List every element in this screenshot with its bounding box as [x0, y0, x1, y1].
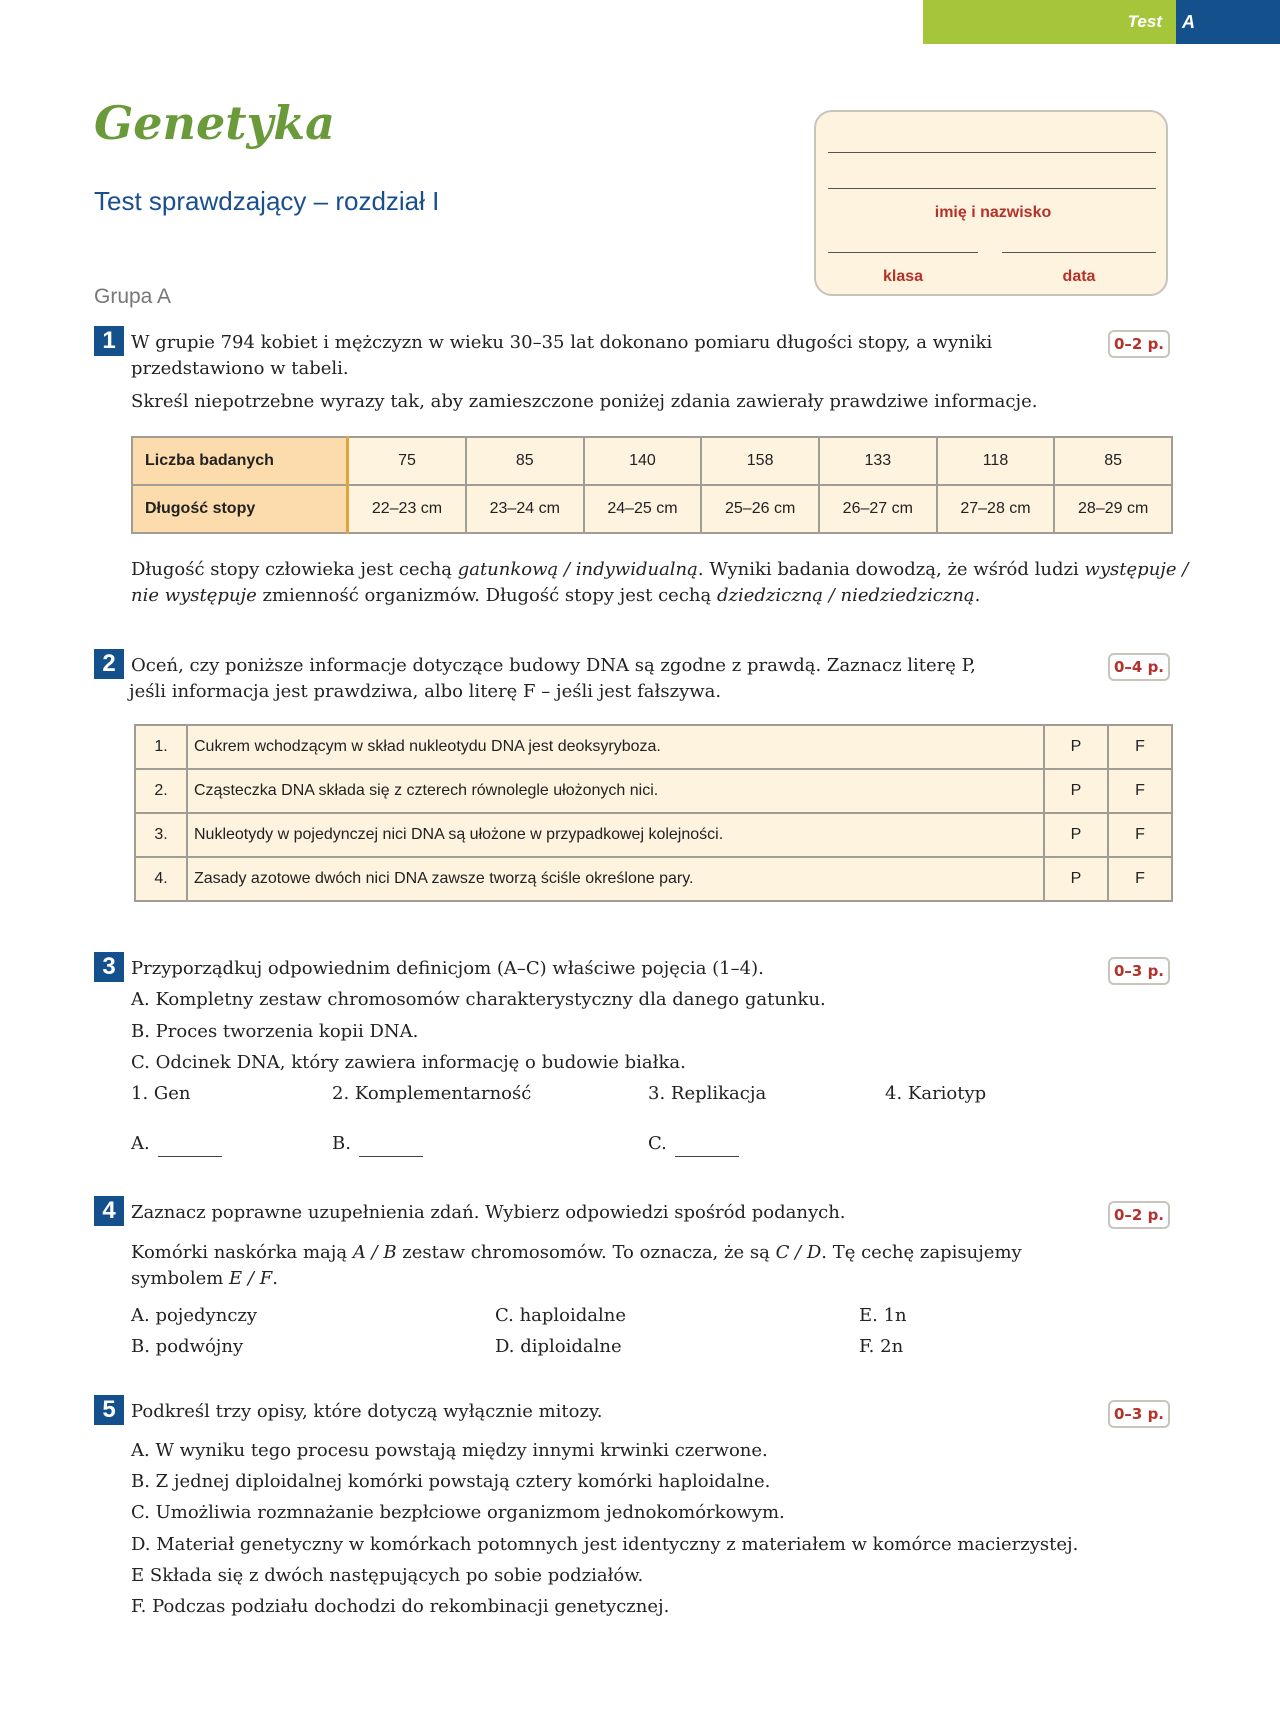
name-line-1[interactable]	[828, 152, 1156, 153]
cross-out-option[interactable]: dziedziczną / niedziedziczną	[716, 585, 975, 606]
row-number: 4.	[135, 857, 187, 901]
table-cell: 26–27 cm	[819, 485, 937, 533]
date-line[interactable]	[1002, 252, 1156, 253]
statement-option[interactable]: E Składa się z dwóch następujących po sobie podziałów.	[131, 1565, 644, 1586]
answer-blank[interactable]	[359, 1138, 423, 1157]
choice-option[interactable]: C / D	[775, 1242, 822, 1263]
false-option[interactable]: F	[1108, 857, 1172, 901]
false-option[interactable]: F	[1108, 725, 1172, 769]
table-row	[135, 813, 1172, 857]
definition: B. Proces tworzenia kopii DNA.	[131, 1021, 419, 1042]
group-label: Grupa A	[94, 285, 172, 308]
row-number: 2.	[135, 769, 187, 813]
header-tab-letter-box	[1176, 0, 1280, 44]
question-number: 1	[94, 326, 124, 356]
answer-field	[332, 1131, 423, 1157]
answer-option: F. 2n	[859, 1336, 904, 1357]
answer-blank[interactable]	[675, 1138, 739, 1157]
table-cell: 85	[466, 437, 584, 485]
question-text: Przyporządkuj odpowiednim definicjom (A–C) właściwe pojęcia (1–4).	[131, 958, 764, 979]
true-option[interactable]: P	[1044, 725, 1108, 769]
table-cell: 23–24 cm	[466, 485, 584, 533]
sentence-text: .	[272, 1268, 278, 1289]
points-badge: 0–2 p.	[1108, 330, 1170, 358]
cross-out-option[interactable]: nie występuje	[131, 585, 257, 606]
statement-option[interactable]: C. Umożliwia rozmnażanie bezpłciowe organizmom jednokomórkowym.	[131, 1502, 785, 1523]
answer-option: E. 1n	[859, 1305, 907, 1326]
student-info-box	[814, 110, 1168, 296]
header-tab-letter: A	[1182, 12, 1195, 32]
table-cell: 140	[584, 437, 702, 485]
table-cell: 158	[701, 437, 819, 485]
term: 2. Komplementarność	[332, 1083, 532, 1104]
definition: A. Kompletny zestaw chromosomów charakterystyczny dla danego gatunku.	[131, 989, 826, 1010]
sentence-text: Długość stopy człowieka jest cechą	[131, 559, 458, 580]
cross-out-option[interactable]: występuje /	[1084, 559, 1189, 580]
sentence-text: symbolem	[131, 1268, 230, 1289]
statement: Nukleotydy w pojedynczej nici DNA są ułożone w przypadkowej kolejności.	[187, 813, 1044, 857]
statement-option[interactable]: D. Materiał genetyczny w komórkach potomnych jest identyczny z materiałem w komórce macierzystej.	[131, 1534, 1079, 1555]
statement: Cukrem wchodzącym w skład nukleotydu DNA jest deoksyryboza.	[187, 725, 1044, 769]
answer-field	[131, 1131, 222, 1157]
points-badge: 0–3 p.	[1108, 1400, 1170, 1428]
question-text: przedstawiono w tabeli.	[131, 358, 349, 379]
cross-out-sentence	[131, 583, 980, 609]
page-subtitle: Test sprawdzający – rozdział I	[94, 186, 440, 216]
choice-option[interactable]: E / F	[229, 1268, 273, 1289]
sentence-text: zmienność organizmów. Długość stopy jest cechą	[256, 585, 717, 606]
table-cell: 24–25 cm	[584, 485, 702, 533]
date-label: data	[1062, 268, 1096, 285]
answer-option: A. pojedynczy	[131, 1305, 258, 1326]
question-number: 3	[94, 952, 124, 982]
header-tab	[923, 0, 1176, 44]
answer-label: C.	[648, 1133, 667, 1154]
sentence-text: . Tę cechę zapisujemy	[821, 1242, 1022, 1263]
answer-option: C. haploidalne	[495, 1305, 627, 1326]
row-number: 1.	[135, 725, 187, 769]
true-option[interactable]: P	[1044, 769, 1108, 813]
table-cell: 28–29 cm	[1054, 485, 1172, 533]
answer-label: B.	[332, 1133, 351, 1154]
definition: C. Odcinek DNA, który zawiera informację o budowie białka.	[131, 1052, 686, 1073]
statement-option[interactable]: B. Z jednej diploidalnej komórki powstają cztery komórki haploidalne.	[131, 1471, 771, 1492]
class-line[interactable]	[828, 252, 978, 253]
table-cell: 25–26 cm	[701, 485, 819, 533]
false-option[interactable]: F	[1108, 813, 1172, 857]
false-option[interactable]: F	[1108, 769, 1172, 813]
question-text: Podkreśl trzy opisy, które dotyczą wyłącznie mitozy.	[131, 1401, 603, 1422]
points-badge: 0–4 p.	[1108, 653, 1170, 681]
table-row-header: Długość stopy	[132, 485, 348, 533]
question-text: jeśli informacja jest prawdziwa, albo literę F – jeśli jest fałszywa.	[129, 681, 722, 702]
question-text: Zaznacz poprawne uzupełnienia zdań. Wybierz odpowiedzi spośród podanych.	[131, 1202, 846, 1223]
statement: Zasady azotowe dwóch nici DNA zawsze tworzą ściśle określone pary.	[187, 857, 1044, 901]
table-cell: 27–28 cm	[937, 485, 1055, 533]
answer-label: A.	[131, 1133, 150, 1154]
sentence-text: .	[974, 585, 981, 606]
fill-sentence	[131, 1240, 1022, 1266]
page-title: Genetyka	[94, 96, 335, 150]
table-row	[135, 725, 1172, 769]
true-false-table	[134, 724, 1173, 902]
cross-out-sentence	[131, 557, 1188, 583]
sentence-text: zestaw chromosomów. To oznacza, że są	[396, 1242, 776, 1263]
class-label: klasa	[882, 268, 924, 285]
table-cell: 133	[819, 437, 937, 485]
name-line-2[interactable]	[828, 188, 1156, 189]
statement-option[interactable]: F. Podczas podziału dochodzi do rekombinacji genetycznej.	[131, 1596, 670, 1617]
table-row	[135, 769, 1172, 813]
table-row	[135, 857, 1172, 901]
question-text: Oceń, czy poniższe informacje dotyczące budowy DNA są zgodne z prawdą. Zaznacz literę P,	[131, 655, 976, 676]
points-badge: 0–2 p.	[1108, 1201, 1170, 1229]
row-number: 3.	[135, 813, 187, 857]
foot-length-table	[131, 436, 1173, 534]
answer-option: B. podwójny	[131, 1336, 244, 1357]
table-row-header: Liczba badanych	[132, 437, 348, 485]
true-option[interactable]: P	[1044, 813, 1108, 857]
question-number: 5	[94, 1395, 124, 1425]
table-cell: 85	[1054, 437, 1172, 485]
answer-blank[interactable]	[158, 1138, 222, 1157]
answer-field	[648, 1131, 739, 1157]
cross-out-option[interactable]: gatunkową / indywidualną	[457, 559, 698, 580]
table-cell: 75	[348, 437, 466, 485]
header-tab-label: Test	[1127, 12, 1162, 31]
term: 1. Gen	[131, 1083, 191, 1104]
statement-option[interactable]: A. W wyniku tego procesu powstają między innymi krwinki czerwone.	[131, 1440, 768, 1461]
question-number: 4	[94, 1196, 124, 1226]
table-cell: 118	[937, 437, 1055, 485]
true-option[interactable]: P	[1044, 857, 1108, 901]
question-instruction: Skreśl niepotrzebne wyrazy tak, aby zamieszczone poniżej zdania zawierały prawdziwe informacje.	[131, 391, 1038, 412]
choice-option[interactable]: A / B	[352, 1242, 397, 1263]
table-cell: 22–23 cm	[348, 485, 466, 533]
sentence-text: Komórki naskórka mają	[131, 1242, 353, 1263]
points-badge: 0–3 p.	[1108, 957, 1170, 985]
fill-sentence	[131, 1266, 278, 1292]
term: 4. Kariotyp	[885, 1083, 987, 1104]
term: 3. Replikacja	[648, 1083, 767, 1104]
question-text: W grupie 794 kobiet i mężczyzn w wieku 30–35 lat dokonano pomiaru długości stopy, a wyniki	[131, 332, 993, 353]
sentence-text: . Wyniki badania dowodzą, że wśród ludzi	[697, 559, 1085, 580]
answer-option: D. diploidalne	[495, 1336, 622, 1357]
statement: Cząsteczka DNA składa się z czterech równolegle ułożonych nici.	[187, 769, 1044, 813]
name-label: imię i nazwisko	[934, 204, 1052, 221]
question-number: 2	[94, 649, 124, 679]
